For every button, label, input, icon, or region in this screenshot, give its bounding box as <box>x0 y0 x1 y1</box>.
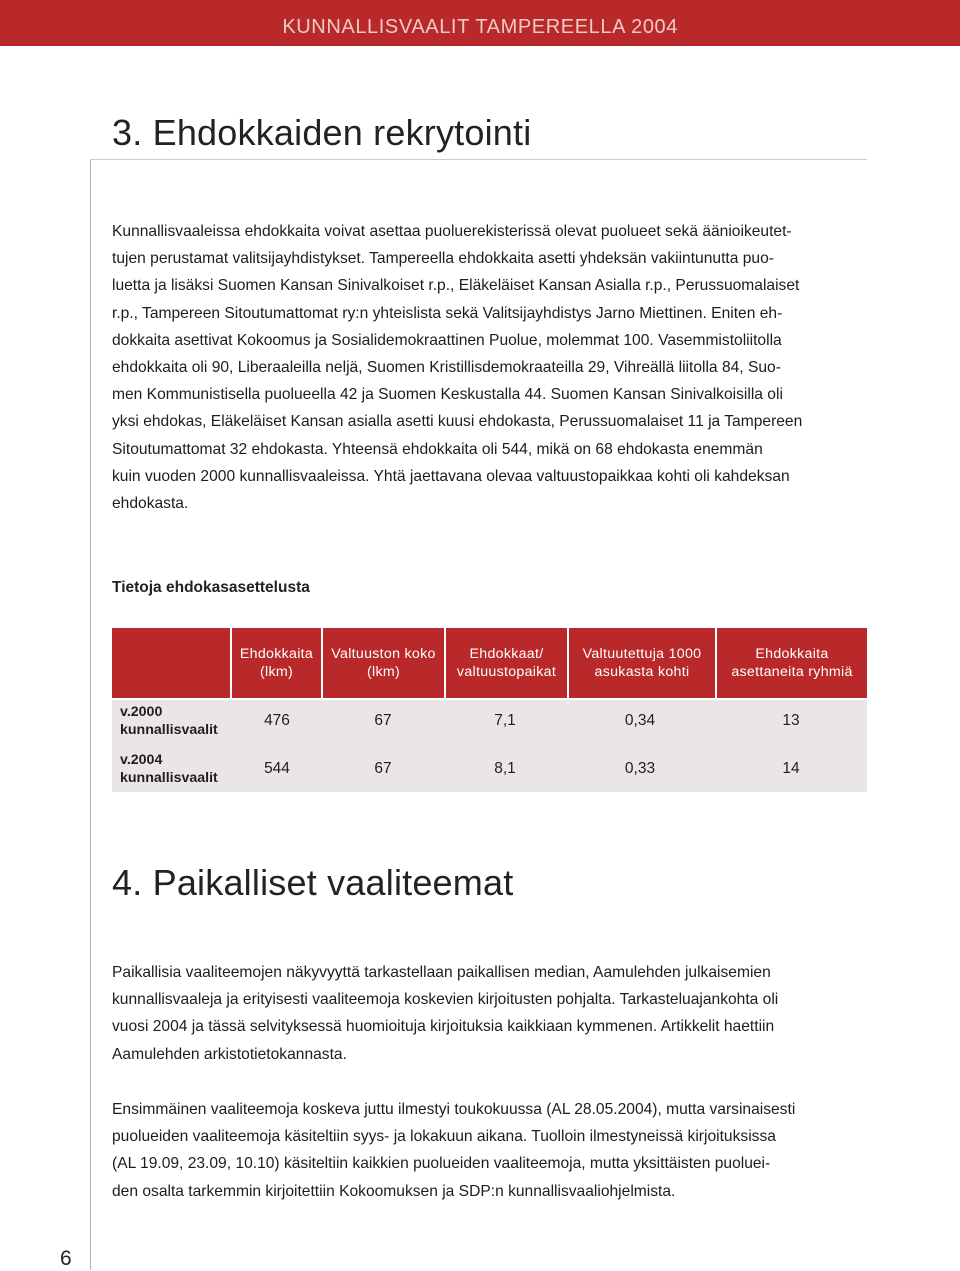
table-cell: 67 <box>374 760 392 777</box>
paragraph-line: Paikallisia vaaliteemojen näkyvyyttä tarkastellaan paikallisen median, Aamulehden julkaisemien <box>112 964 771 981</box>
paragraph-line: tujen perustamat valitsijayhdistykset. Tampereella ehdokkaita asetti yhdeksän vakiintunutta puo- <box>112 250 774 268</box>
section4-paragraph-2 <box>112 1096 872 1205</box>
table-cell: 476 <box>264 712 290 729</box>
paragraph-line: yksi ehdokas, Eläkeläiset Kansan asialla asetti kuusi ehdokasta, Perussuomalaiset 11 ja Tampereen <box>112 413 803 431</box>
paragraph-line: Ensimmäinen vaaliteemoja koskeva juttu ilmestyi toukokuussa (AL 28.05.2004), mutta varsinaisesti <box>112 1101 796 1118</box>
paragraph-line: Aamulehden arkistotietokannasta. <box>112 1045 347 1063</box>
table-cell: 8,1 <box>494 760 516 777</box>
header-bar <box>0 0 960 46</box>
paragraph-line: dokkaita asettivat Kokoomus ja Sosialidemokraattinen Puolue, molemmat 100. Vasemmistoliitolla <box>112 331 782 349</box>
page-number: 6 <box>60 1247 72 1270</box>
candidate-table <box>112 628 867 792</box>
table-cell: 14 <box>782 760 800 777</box>
paragraph-line: kuin vuoden 2000 kunnallisvaaleissa. Yhtä jaettavana olevaa valtuustopaikkaa kohti oli kahdeksan <box>112 467 790 485</box>
paragraph-line: Sitoutumattomat 32 ehdokasta. Yhteensä ehdokkaita oli 544, mikä on 68 ehdokasta enemmän <box>112 440 763 458</box>
table-body <box>112 700 867 792</box>
section3-heading: 3. Ehdokkaiden rekrytointi <box>112 112 532 153</box>
table-cell: 544 <box>264 760 290 777</box>
table-cell: 0,34 <box>624 712 656 729</box>
section4-paragraph-1 <box>112 959 872 1068</box>
column-header: Ehdokkaat/ valtuustopaikat <box>456 646 557 680</box>
paragraph-line: kunnallisvaaleja ja erityisesti vaaliteemoja koskevien kirjoitusten pohjalta. Tarkasteluajankohta oli <box>112 991 779 1009</box>
table-cell: 67 <box>374 712 392 729</box>
paragraph-line: men Kommunistisella puolueella 42 ja Suomen Keskustalla 44. Suomen Kansan Sinivalkoisilla oli <box>112 386 783 404</box>
paragraph-line: ehdokkaita oli 90, Liberaaleilla neljä, Suomen Kristillisdemokraateilla 29, Vihreällä liitolla 84, Suo- <box>112 359 781 377</box>
margin-rule <box>90 160 91 1270</box>
table-cell: 13 <box>782 712 800 729</box>
column-header: Ehdokkaita (lkm) <box>239 646 314 680</box>
section-divider <box>90 159 867 160</box>
paragraph-line: r.p., Tampereen Sitoutumattomat ry:n yhteislista sekä Valitsijayhdistys Jarno Miettinen. Eniten eh- <box>112 304 783 322</box>
table-cell: 0,33 <box>624 760 656 777</box>
paragraph-line: vuosi 2004 ja tässä selvityksessä huomioituja kirjoituksia kaikkiaan kymmenen. Artikkelit haettiin <box>112 1018 775 1036</box>
column-header: Ehdokkaita asettaneita ryhmiä <box>731 646 853 680</box>
section4-heading: 4. Paikalliset vaaliteemat <box>112 862 514 903</box>
column-header: Valtuutettuja 1000 asukasta kohti <box>582 646 702 680</box>
header-title: KUNNALLISVAALIT TAMPEREELLA 2004 <box>282 16 678 38</box>
paragraph-line: Kunnallisvaaleissa ehdokkaita voivat asettaa puoluerekisterissä olevat puolueet sekä äänioikeutet- <box>112 223 792 240</box>
paragraph-line: puolueiden vaaliteemoja käsiteltiin syys- ja lokakuun aikana. Tuolloin ilmestyneissä kirjoituksissa <box>112 1128 776 1146</box>
section3-paragraph <box>112 218 872 517</box>
row-label: v.2000 kunnallisvaalit <box>120 704 218 738</box>
column-header: Valtuuston koko (lkm) <box>331 646 436 680</box>
paragraph-line: luetta ja lisäksi Suomen Kansan Sinivalkoiset r.p., Eläkeläiset Kansan Asialla r.p., Perussuomalaiset <box>112 277 800 295</box>
table-cell: 7,1 <box>494 712 516 729</box>
table-title: Tietoja ehdokasasettelusta <box>112 579 310 596</box>
paragraph-line: ehdokasta. <box>112 495 189 513</box>
paragraph-line: den osalta tarkemmin kirjoitettiin Kokoomuksen ja SDP:n kunnallisvaaliohjelmista. <box>112 1182 676 1200</box>
paragraph-line: (AL 19.09, 23.09, 10.10) käsiteltiin kaikkien puolueiden vaaliteemoja, mutta yksittäisten puoluei- <box>112 1155 771 1173</box>
row-label: v.2004 kunnallisvaalit <box>120 752 218 786</box>
